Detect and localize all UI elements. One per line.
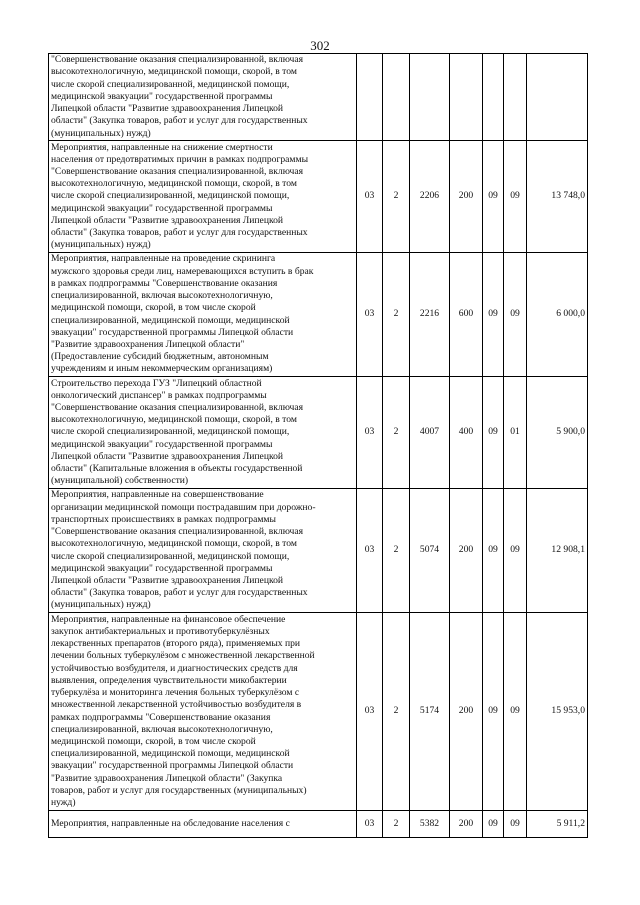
program-code-cell <box>357 54 383 141</box>
page-number: 302 <box>310 38 330 53</box>
description-line: медицинской эвакуации" государственной программы <box>51 202 273 214</box>
description-line: Липецкой области "Развитие здравоохранения Липецкой <box>51 103 284 115</box>
program-code-cell: 03 <box>357 489 383 613</box>
description-line: числе скорой специализированной, медицинской помощи, <box>51 426 290 438</box>
description-line: "Развитие здравоохранения Липецкой области" <box>51 338 245 350</box>
description-line: числе скорой специализированной, медицинской помощи, <box>51 78 290 90</box>
budget-table <box>48 53 588 838</box>
program-code-cell: 03 <box>357 811 383 838</box>
program-code-cell: 03 <box>357 613 383 811</box>
description-line: туберкулёза и мониторинга лечения больных туберкулёзом с <box>51 687 300 699</box>
description-cell <box>49 811 357 838</box>
description-line: нужд) <box>51 796 76 808</box>
description-line: специализированной, медицинской помощи, медицинской <box>51 748 290 760</box>
description-cell <box>49 613 357 811</box>
description-line: Мероприятия, направленные на финансовое обеспечение <box>51 613 286 625</box>
description-line: организации медицинской помощи пострадавшим при дорожно- <box>51 501 316 513</box>
amount-cell: 13 748,0 <box>527 141 588 253</box>
subprogram-code-cell <box>383 54 410 141</box>
expense-type-cell: 200 <box>450 489 483 613</box>
description-line: области" (Закупка товаров, работ и услуг для государственных <box>51 115 308 127</box>
section-code-cell: 09 <box>483 811 504 838</box>
description-line: Липецкой области "Развитие здравоохранения Липецкой <box>51 450 284 462</box>
description-line: высокотехнологичную, медицинской помощи, скорой, в том <box>51 178 297 190</box>
description-line: Мероприятия, направленные на снижение смертности <box>51 141 273 153</box>
article-code-cell: 4007 <box>410 377 450 489</box>
description-line: онкологический диспансер" в рамках подпрограммы <box>51 389 267 401</box>
description-line: множественной лекарственной устойчивостью возбудителя в <box>51 699 302 711</box>
description-line: эвакуации" государственной программы Липецкой области <box>51 326 294 338</box>
subprogram-code-cell: 2 <box>383 489 410 613</box>
article-code-cell: 5382 <box>410 811 450 838</box>
description-line: "Совершенствование оказания специализированной, включая <box>51 54 304 66</box>
description-line: медицинской эвакуации" государственной программы <box>51 438 273 450</box>
section-code-cell: 09 <box>483 489 504 613</box>
program-code-cell: 03 <box>357 377 383 489</box>
description-line: числе скорой специализированной, медицинской помощи, <box>51 550 290 562</box>
subprogram-code-cell: 2 <box>383 253 410 377</box>
description-cell <box>49 253 357 377</box>
subsection-code-cell: 09 <box>504 489 527 613</box>
description-line: медицинской помощи, скорой, в том числе скорой <box>51 302 256 314</box>
description-line: выявления, определения чувствительности микобактерии <box>51 674 287 686</box>
description-line: области" (Закупка товаров, работ и услуг для государственных <box>51 587 308 599</box>
amount-cell <box>527 54 588 141</box>
expense-type-cell: 400 <box>450 377 483 489</box>
description-line: медицинской помощи, скорой, в том числе скорой <box>51 735 256 747</box>
expense-type-cell: 200 <box>450 811 483 838</box>
description-cell <box>49 489 357 613</box>
table-row <box>49 141 588 253</box>
subsection-code-cell: 09 <box>504 613 527 811</box>
section-code-cell: 09 <box>483 141 504 253</box>
description-line: лекарственных препаратов (второго ряда), применяемых при <box>51 638 301 650</box>
description-line: (Предоставление субсидий бюджетным, автономным <box>51 351 269 363</box>
description-line: медицинской эвакуации" государственной программы <box>51 562 273 574</box>
description-line: эвакуации" государственной программы Липецкой области <box>51 760 294 772</box>
description-line: высокотехнологичную, медицинской помощи, скорой, в том <box>51 66 297 78</box>
description-cell <box>49 377 357 489</box>
table-row <box>49 489 588 613</box>
amount-cell: 12 908,1 <box>527 489 588 613</box>
description-line: специализированной, включая высокотехнологичную, <box>51 290 273 302</box>
description-line: специализированной, включая высокотехнологичную, <box>51 723 273 735</box>
section-code-cell <box>483 54 504 141</box>
subprogram-code-cell: 2 <box>383 141 410 253</box>
subsection-code-cell: 09 <box>504 253 527 377</box>
description-line: специализированной, медицинской помощи, медицинской <box>51 314 290 326</box>
description-line: лечении больных туберкулёзом с множественной лекарственной <box>51 650 315 662</box>
subprogram-code-cell: 2 <box>383 377 410 489</box>
program-code-cell: 03 <box>357 141 383 253</box>
expense-type-cell: 200 <box>450 141 483 253</box>
amount-cell: 5 900,0 <box>527 377 588 489</box>
amount-cell: 6 000,0 <box>527 253 588 377</box>
table-row <box>49 613 588 811</box>
article-code-cell: 5074 <box>410 489 450 613</box>
description-line: области" (Закупка товаров, работ и услуг для государственных <box>51 227 308 238</box>
description-line: области" (Капитальные вложения в объекты государственной <box>51 463 303 474</box>
amount-cell: 15 953,0 <box>527 613 588 811</box>
description-line: (муниципальной) собственности) <box>51 475 189 487</box>
description-line: транспортных происшествиях в рамках подпрограммы <box>51 513 276 525</box>
description-cell <box>49 141 357 253</box>
section-code-cell: 09 <box>483 613 504 811</box>
description-line: в рамках подпрограммы "Совершенствование оказания <box>51 277 278 289</box>
description-line: числе скорой специализированной, медицинской помощи, <box>51 190 290 202</box>
description-line: Липецкой области "Развитие здравоохранения Липецкой <box>51 214 284 226</box>
subsection-code-cell: 09 <box>504 141 527 253</box>
description-line: (муниципальных) нужд) <box>51 127 151 139</box>
description-line: рамках подпрограммы "Совершенствование оказания <box>51 711 271 723</box>
description-line: устойчивостью возбудителя, и диагностических средств для <box>51 662 298 674</box>
expense-type-cell: 600 <box>450 253 483 377</box>
description-cell <box>49 54 357 141</box>
subprogram-code-cell: 2 <box>383 613 410 811</box>
description-line: Мероприятия, направленные на проведение скрининга <box>51 253 276 265</box>
description-line: товаров, работ и услуг для государственных (муниципальных) <box>51 784 307 796</box>
description-line: "Развитие здравоохранения Липецкой области" (Закупка <box>51 772 283 784</box>
amount-cell: 5 911,2 <box>527 811 588 838</box>
expense-type-cell <box>450 54 483 141</box>
table-row <box>49 377 588 489</box>
description-line: высокотехнологичную, медицинской помощи, скорой, в том <box>51 414 297 426</box>
description-line: Липецкой области "Развитие здравоохранения Липецкой <box>51 574 284 586</box>
description-line: Строительство перехода ГУЗ "Липецкий областной <box>51 377 262 389</box>
article-code-cell: 5174 <box>410 613 450 811</box>
description-line: Мероприятия, направленные на совершенствование <box>51 489 264 501</box>
description-line: учреждениям и иным некоммерческим организациям) <box>51 363 273 375</box>
expense-type-cell: 200 <box>450 613 483 811</box>
table-row <box>49 54 588 141</box>
subsection-code-cell: 09 <box>504 811 527 838</box>
description-line: (муниципальных) нужд) <box>51 239 151 251</box>
description-line: "Совершенствование оказания специализированной, включая <box>51 165 304 177</box>
table-row <box>49 253 588 377</box>
description-line: населения от предотвратимых причин в рамках подпрограммы <box>51 153 309 165</box>
description-line: медицинской эвакуации" государственной программы <box>51 90 273 102</box>
subsection-code-cell: 01 <box>504 377 527 489</box>
subprogram-code-cell: 2 <box>383 811 410 838</box>
description-line: (муниципальных) нужд) <box>51 599 151 611</box>
table-row <box>49 811 588 838</box>
article-code-cell: 2216 <box>410 253 450 377</box>
program-code-cell: 03 <box>357 253 383 377</box>
subsection-code-cell <box>504 54 527 141</box>
section-code-cell: 09 <box>483 253 504 377</box>
article-code-cell: 2206 <box>410 141 450 253</box>
description-line: "Совершенствование оказания специализированной, включая <box>51 526 304 538</box>
description-line: "Совершенствование оказания специализированной, включая <box>51 401 304 413</box>
section-code-cell: 09 <box>483 377 504 489</box>
description-line: закупок антибактериальных и противотуберкулёзных <box>51 626 270 638</box>
description-line: Мероприятия, направленные на обследование населения с <box>51 817 290 829</box>
table-body <box>49 54 588 838</box>
description-line: мужского здоровья среди лиц, намеревающихся вступить в брак <box>51 265 314 277</box>
article-code-cell <box>410 54 450 141</box>
description-line: высокотехнологичную, медицинской помощи, скорой, в том <box>51 538 297 550</box>
